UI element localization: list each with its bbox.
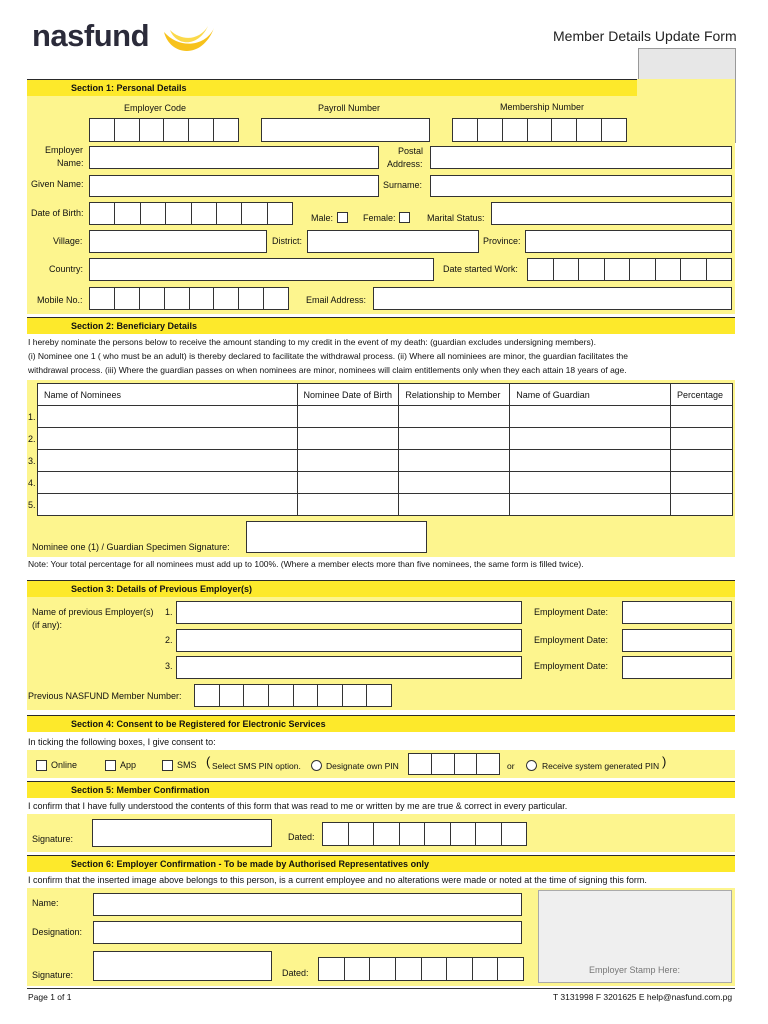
section4-title: Section 4: Consent to be Registered for Electronic Services <box>27 715 735 732</box>
section1-title: Section 1: Personal Details <box>27 79 637 96</box>
employer-stamp-box[interactable] <box>538 890 732 983</box>
email-label: Email Address: <box>306 295 367 305</box>
section2-para-1: I hereby nominate the persons below to receive the amount standing to my credit in the event of my death: (guardian excludes undersigning members). <box>28 337 596 347</box>
prev-employer-input-1[interactable] <box>176 601 522 624</box>
online-label: Online <box>51 760 78 770</box>
rep-dated-label: Dated: <box>282 968 309 978</box>
paren-close: ) <box>662 754 667 769</box>
paren-open: ( <box>206 754 211 769</box>
employment-date-label-2: Employment Date: <box>534 635 609 645</box>
employment-date-label-1: Employment Date: <box>534 607 609 617</box>
postal-label-2: Address: <box>387 159 423 169</box>
prev-employer-input-2[interactable] <box>176 629 522 652</box>
col-nominee-dob: Nominee Date of Birth <box>297 384 399 406</box>
system-pin-label: Receive system generated PIN <box>542 761 660 771</box>
member-dated-input[interactable] <box>322 822 527 846</box>
male-checkbox[interactable] <box>337 212 348 223</box>
payroll-number-input[interactable] <box>261 118 430 142</box>
brand-logo: nasfund <box>32 18 150 53</box>
province-input[interactable] <box>525 230 732 253</box>
section3-title: Section 3: Details of Previous Employer(s) <box>27 580 735 597</box>
membership-number-label: Membership Number <box>500 102 585 112</box>
section2-note: Note: Your total percentage for all nominees must add up to 100%. (Where a member elects more than five nominees, the same form is filled twice). <box>28 559 584 569</box>
country-label: Country: <box>49 264 84 274</box>
employer-stamp-label: Employer Stamp Here: <box>589 965 681 975</box>
nominee-table <box>37 383 733 516</box>
surname-label: Surname: <box>383 180 423 190</box>
country-input[interactable] <box>89 258 434 281</box>
prev-employer-num-3: 3. <box>165 661 173 671</box>
employment-date-input-1[interactable] <box>622 601 732 624</box>
table-row[interactable] <box>38 428 733 450</box>
table-row[interactable] <box>38 472 733 494</box>
sms-label: SMS <box>177 760 197 770</box>
sms-checkbox[interactable] <box>162 760 173 771</box>
member-signature-label: Signature: <box>32 834 74 844</box>
footer-contact: T 3131998 F 3201625 E help@nasfund.com.pg <box>553 992 733 1002</box>
member-dated-label: Dated: <box>288 832 315 842</box>
app-label: App <box>120 760 137 770</box>
prev-member-number-input[interactable] <box>194 684 392 707</box>
table-row[interactable] <box>38 450 733 472</box>
payroll-number-label: Payroll Number <box>318 103 381 113</box>
col-relationship: Relationship to Member <box>399 384 510 406</box>
prev-member-number-label: Previous NASFUND Member Number: <box>28 691 182 701</box>
district-label: District: <box>272 236 302 246</box>
dob-label: Date of Birth: <box>31 208 84 218</box>
prev-employer-input-3[interactable] <box>176 656 522 679</box>
female-checkbox[interactable] <box>399 212 410 223</box>
section4-intro: In ticking the following boxes, I give consent to: <box>28 737 216 747</box>
col-guardian: Name of Guardian <box>510 384 671 406</box>
row-number-5: 5. <box>28 500 36 510</box>
table-row[interactable] <box>38 494 733 516</box>
given-name-input[interactable] <box>89 175 379 197</box>
section2-para-3: withdrawal process. (iii) Where the guardian passes on when nominees are minor, nominees will claim entitlements only when they each attain 18 years of age. <box>28 365 627 375</box>
marital-status-input[interactable] <box>491 202 732 225</box>
section2-para-2: (i) Nominee one 1 ( who must be an adult) is thereby declared to facilitate the withdrawal process. (ii) Where all nominiees are minor, the guardian facilitates the <box>28 351 629 361</box>
email-input[interactable] <box>373 287 732 310</box>
row-number-1: 1. <box>28 412 36 422</box>
employment-date-input-3[interactable] <box>622 656 732 679</box>
employment-date-label-3: Employment Date: <box>534 661 609 671</box>
province-label: Province: <box>483 236 521 246</box>
village-label: Village: <box>53 236 83 246</box>
surname-input[interactable] <box>430 175 732 197</box>
section2-title: Section 2: Beneficiary Details <box>27 317 735 334</box>
sms-pin-label: Select SMS PIN option. <box>212 761 301 771</box>
or-label: or <box>507 761 515 771</box>
nominee-signature-label: Nominee one (1) / Guardian Specimen Signature: <box>32 542 230 552</box>
page-number: Page 1 of 1 <box>28 992 72 1002</box>
employer-name-input[interactable] <box>89 146 379 169</box>
section5-text: I confirm that I have fully understood the contents of this form that was read to me or written by me are true & correct in every particular. <box>28 801 568 811</box>
rep-name-label: Name: <box>32 898 59 908</box>
prev-employer-label-2: (if any): <box>32 620 63 630</box>
col-name-nominees: Name of Nominees <box>38 384 298 406</box>
employer-name-label-1: Employer <box>45 145 84 155</box>
rep-dated-input[interactable] <box>318 957 524 981</box>
prev-employer-num-1: 1. <box>165 607 173 617</box>
employer-code-label: Employer Code <box>124 103 187 113</box>
given-name-label: Given Name: <box>31 179 84 189</box>
system-pin-radio[interactable] <box>526 760 537 771</box>
row-number-2: 2. <box>28 434 36 444</box>
rep-designation-input[interactable] <box>93 921 522 944</box>
date-started-input[interactable] <box>527 258 732 281</box>
member-signature-input[interactable] <box>92 819 272 847</box>
rep-signature-label: Signature: <box>32 970 74 980</box>
footer-rule <box>27 988 735 989</box>
row-number-4: 4. <box>28 478 36 488</box>
row-number-3: 3. <box>28 456 36 466</box>
section5-title: Section 5: Member Confirmation <box>27 781 735 798</box>
prev-employer-num-2: 2. <box>165 635 173 645</box>
rep-name-input[interactable] <box>93 893 522 916</box>
app-checkbox[interactable] <box>105 760 116 771</box>
designate-pin-radio[interactable] <box>311 760 322 771</box>
nominee-signature-input[interactable] <box>246 521 427 553</box>
employment-date-input-2[interactable] <box>622 629 732 652</box>
employer-code-input[interactable] <box>89 118 239 142</box>
postal-label-1: Postal <box>398 146 424 156</box>
date-started-label: Date started Work: <box>443 264 518 274</box>
form-title: Member Details Update Form <box>553 28 737 44</box>
female-label: Female: <box>363 213 396 223</box>
mobile-input[interactable] <box>89 287 289 310</box>
marital-status-label: Marital Status: <box>427 213 485 223</box>
district-input[interactable] <box>307 230 479 253</box>
dob-input[interactable] <box>89 202 293 225</box>
prev-employer-label-1: Name of previous Employer(s) <box>32 607 154 617</box>
village-input[interactable] <box>89 230 267 253</box>
designate-pin-label: Designate own PIN <box>326 761 399 771</box>
table-row[interactable] <box>38 406 733 428</box>
section6-title: Section 6: Employer Confirmation - To be made by Authorised Representatives only <box>27 855 735 872</box>
rep-signature-input[interactable] <box>93 951 272 981</box>
employer-name-label-2: Name: <box>57 158 84 168</box>
section6-text: I confirm that the inserted image above belongs to this person, is a current employee and no alterations were made or noted at the time of signing this form. <box>28 875 647 885</box>
membership-number-input[interactable] <box>452 118 627 142</box>
designate-pin-input[interactable] <box>408 753 500 775</box>
male-label: Male: <box>311 213 334 223</box>
col-percentage: Percentage <box>670 384 732 406</box>
postal-address-input[interactable] <box>430 146 732 169</box>
online-checkbox[interactable] <box>36 760 47 771</box>
banana-logo-icon <box>160 22 216 62</box>
mobile-label: Mobile No.: <box>37 295 83 305</box>
rep-designation-label: Designation: <box>32 927 83 937</box>
